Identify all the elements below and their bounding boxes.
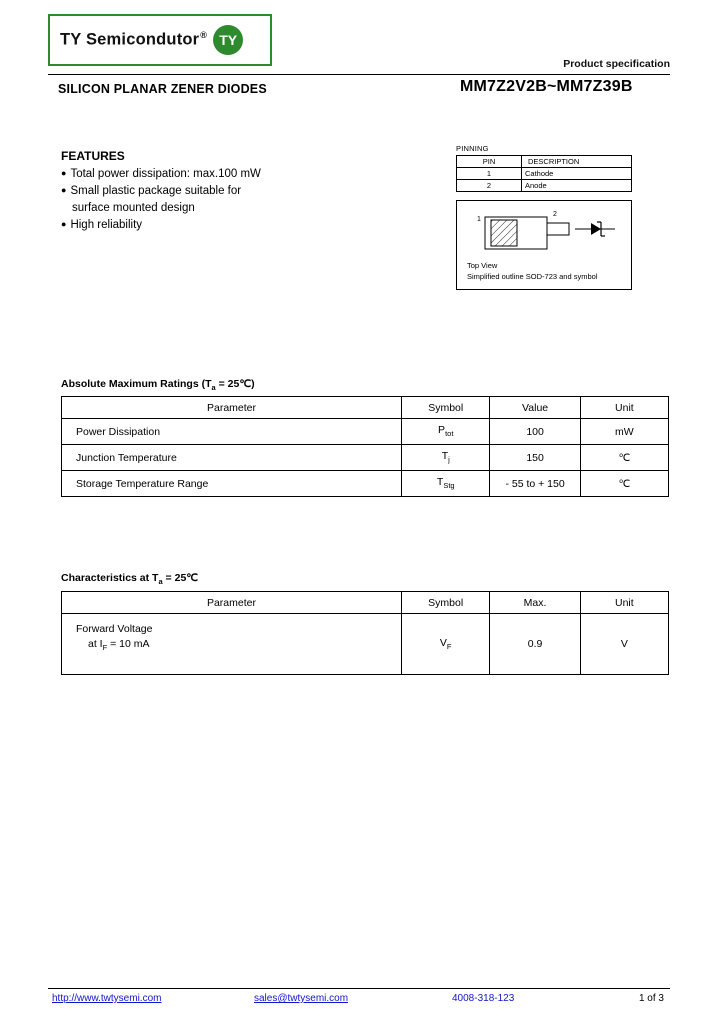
table-row: [457, 180, 632, 192]
absolute-max-table: [61, 396, 669, 497]
column-header-symbol: Symbol: [401, 592, 489, 614]
cell-unit: ℃: [580, 471, 668, 497]
list-item: ● High reliability: [61, 218, 143, 231]
registered-icon: ®: [200, 30, 208, 41]
cell-value: 100: [490, 419, 580, 445]
cell-parameter-condition: at $I_F = 10$ mA: [88, 638, 150, 653]
pinning-table: [456, 155, 632, 192]
list-item: ● Small plastic package suitable for: [61, 184, 242, 197]
table-row: [62, 445, 669, 471]
document-subtitle: SILICON PLANAR ZENER DIODES: [58, 82, 267, 96]
diagram-caption-top-view: Top View: [467, 261, 498, 270]
bullet-icon: ●: [61, 218, 67, 229]
cell-parameter: Forward Voltage at $I_F = 10$ mA: [62, 614, 402, 675]
footer: [48, 993, 670, 1009]
ty-badge-icon: TY: [213, 25, 243, 55]
pinning-cell-description: Cathode: [522, 168, 632, 180]
absolute-max-heading: Absolute Maximum Ratings ($T_a$ = 25℃): [61, 378, 255, 393]
characteristics-table: [61, 591, 669, 675]
cell-symbol: $T_j$: [402, 445, 490, 471]
cell-symbol: $V_F$: [401, 614, 489, 675]
features-list: [61, 166, 391, 234]
column-header-parameter: Parameter: [62, 397, 402, 419]
list-item: ● Total power dissipation: max.100 mW: [61, 167, 261, 180]
svg-text:1: 1: [477, 216, 481, 223]
footer-divider: [48, 988, 670, 989]
table-row: [62, 419, 669, 445]
footer-page-number: 1 of 3: [638, 993, 664, 1004]
column-header-parameter: Parameter: [62, 592, 402, 614]
cell-unit: mW: [580, 419, 668, 445]
table-header-row: [457, 156, 632, 168]
pinning-cell-description: Anode: [522, 180, 632, 192]
sod723-outline-icon: [463, 207, 627, 263]
cell-parameter: Junction Temperature: [62, 445, 402, 471]
column-header-unit: Unit: [580, 397, 668, 419]
part-number-title: MM7Z2V2B~MM7Z39B: [460, 78, 633, 95]
cell-value: 0.9: [490, 614, 580, 675]
cell-unit: V: [580, 614, 668, 675]
package-outline-diagram: [456, 200, 632, 290]
column-header-max: Max.: [490, 592, 580, 614]
list-item-continuation: surface mounted design: [72, 202, 195, 214]
column-header-value: Value: [490, 397, 580, 419]
cell-value: 150: [490, 445, 580, 471]
diagram-caption-outline: Simplified outline SOD-723 and symbol: [467, 272, 598, 281]
cell-unit: ℃: [580, 445, 668, 471]
characteristics-heading: Characteristics at $T_a$ = 25℃: [61, 572, 199, 587]
features-heading: FEATURES: [61, 149, 125, 163]
svg-text:2: 2: [553, 211, 557, 218]
cell-parameter: Storage Temperature Range: [62, 471, 402, 497]
company-logo: [48, 14, 272, 66]
cell-symbol: $P_{tot}$: [402, 419, 490, 445]
cell-parameter: Power Dissipation: [62, 419, 402, 445]
logo-text: TY Semicondutor®: [60, 30, 208, 49]
column-header-unit: Unit: [580, 592, 668, 614]
product-specification-label: Product specification: [563, 58, 670, 70]
table-row: [62, 471, 669, 497]
cell-symbol: $T_{Stg}$: [402, 471, 490, 497]
footer-email-link[interactable]: sales@twtysemi.com: [254, 993, 349, 1004]
footer-phone: 4008-318-123: [452, 993, 515, 1004]
pinning-cell-pin: 1: [457, 168, 522, 180]
pinning-label: PINNING: [456, 144, 489, 153]
cell-value: - 55 to + 150: [490, 471, 580, 497]
table-header-row: [62, 592, 669, 614]
column-header-symbol: Symbol: [402, 397, 490, 419]
pinning-header-pin: PIN: [457, 156, 522, 168]
table-row: [62, 614, 669, 675]
table-row: [457, 168, 632, 180]
bullet-icon: ●: [61, 184, 67, 195]
header-divider: [48, 74, 670, 75]
footer-website-link[interactable]: http://www.twtysemi.com: [52, 993, 162, 1004]
pinning-header-description: DESCRIPTION: [522, 156, 632, 168]
bullet-icon: ●: [61, 167, 67, 178]
pinning-cell-pin: 2: [457, 180, 522, 192]
table-header-row: [62, 397, 669, 419]
